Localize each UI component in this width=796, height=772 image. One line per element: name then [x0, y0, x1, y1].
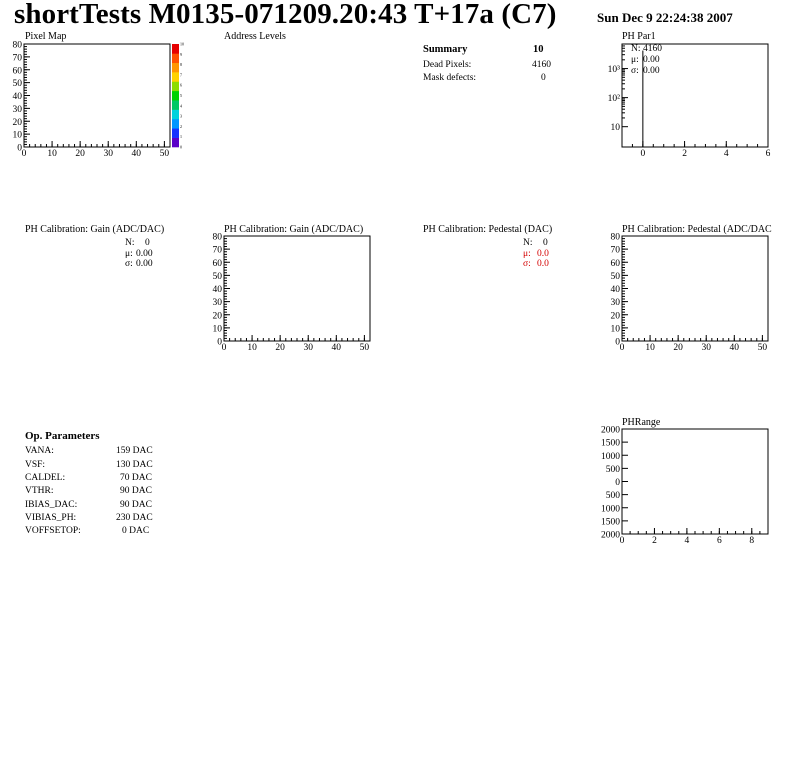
- pixel-map-x-tick-label: 50: [159, 149, 170, 159]
- pedestal-map-x-tick-label: 40: [729, 343, 740, 353]
- ph-range-y-tick-label: 1500: [601, 517, 620, 528]
- ph-range-chart-frame: [622, 429, 768, 534]
- palette-label: 5: [180, 93, 182, 98]
- ph-par1-sigma-value: 0.00: [643, 66, 660, 76]
- palette-swatch: [172, 110, 179, 120]
- pedestal-n-value: 0: [543, 238, 548, 248]
- palette-label: 3: [180, 113, 182, 119]
- ph-par1-mu-value: 0.00: [643, 55, 660, 65]
- ph-range-y-tick-label: 1000: [601, 451, 620, 462]
- op-param-value: 230 DAC: [116, 513, 153, 523]
- gain-map-x-tick-label: 50: [359, 343, 370, 353]
- pedestal-map-x-tick-label: 30: [701, 343, 711, 353]
- gain-n-label: N:: [125, 238, 135, 248]
- dead-pixels-value: 4160: [532, 60, 551, 70]
- ph-range-x-tick-label: 2: [652, 536, 657, 546]
- ph-par1-chart: [608, 44, 771, 159]
- pedestal-map-x-tick-label: 20: [673, 343, 683, 353]
- pixel-map-y-tick-label: 30: [12, 104, 22, 115]
- op-param-value: 90 DAC: [120, 500, 152, 510]
- pedestal-mu-value: 0.0: [537, 249, 549, 259]
- gain-map-y-tick-label: 0: [217, 337, 222, 348]
- pedestal-map-x-tick-label: 10: [645, 343, 655, 353]
- ph-range-y-tick-label: 2000: [601, 530, 620, 541]
- palette-swatch: [172, 72, 179, 82]
- ph-par1-x-tick-label: 0: [640, 149, 646, 159]
- palette-swatch: [172, 100, 179, 110]
- op-param-name: VSF:: [25, 460, 46, 470]
- pedestal-sigma-label: σ:: [523, 259, 531, 269]
- pixel-map-y-tick-label: 40: [12, 92, 22, 102]
- palette-swatch: [172, 53, 179, 63]
- ph-par1-chart-frame: [622, 44, 768, 147]
- gain-sigma-value: 0.00: [136, 259, 153, 269]
- op-param-name: IBIAS_DAC:: [25, 500, 78, 510]
- address-levels-title: Address Levels: [224, 31, 286, 42]
- op-param-value: 90 DAC: [120, 486, 152, 496]
- pedestal-map-x-tick-label: 50: [757, 343, 768, 353]
- pedestal-map-y-tick-label: 80: [610, 232, 620, 243]
- gain-map-y-tick-label: 60: [212, 258, 222, 269]
- op-param-name: VANA:: [25, 446, 54, 456]
- gain-map-title: PH Calibration: Gain (ADC/DAC): [224, 224, 364, 235]
- palette-label: 9: [180, 51, 182, 57]
- gain-mu-label: μ:: [125, 249, 133, 259]
- pedestal-map-y-tick-label: 30: [610, 298, 620, 309]
- pedestal-map-chart-frame: [622, 236, 768, 341]
- op-param-name: VOFFSETOP:: [25, 526, 81, 536]
- pixel-map-x-tick-label: 30: [103, 149, 113, 159]
- pedestal-map-y-tick-label: 0: [615, 337, 620, 348]
- ph-range-x-tick-label: 6: [716, 536, 722, 546]
- palette-label: 8: [180, 62, 182, 68]
- ph-range-y-tick-label: 1000: [601, 504, 620, 515]
- gain-map-y-tick-label: 40: [212, 285, 222, 295]
- gain-map-x-tick-label: 40: [331, 343, 342, 353]
- ph-par1-title: PH Par1: [622, 31, 656, 42]
- gain-map-x-tick-label: 20: [275, 343, 285, 353]
- ph-range-x-tick-label: 0: [619, 536, 625, 546]
- gain-mu-value: 0.00: [136, 249, 153, 259]
- ph-par1-y-tick-label: 10²: [607, 94, 620, 105]
- pixel-map-x-tick-label: 0: [21, 149, 27, 159]
- palette-label: 0: [180, 144, 182, 150]
- op-param-name: VTHR:: [25, 486, 54, 496]
- gain-map-y-tick-label: 50: [212, 271, 222, 282]
- gain-map-x-tick-label: 30: [303, 343, 313, 353]
- ph-par1-sigma-label: σ:: [631, 66, 639, 76]
- ph-range-y-tick-label: 500: [605, 464, 620, 475]
- palette-label: 1: [180, 134, 182, 140]
- ph-range-y-tick-label: 2000: [601, 425, 620, 436]
- palette-swatch: [172, 119, 179, 129]
- gain-map-y-tick-label: 20: [212, 311, 222, 322]
- palette-swatch: [172, 81, 179, 91]
- palette-swatch: [172, 128, 179, 138]
- pixel-map-chart: [13, 41, 185, 160]
- ph-range-x-tick-label: 4: [684, 536, 690, 546]
- ph-par1-n-value: 4160: [643, 44, 662, 54]
- palette-label: 10: [180, 41, 184, 47]
- pedestal-mu-label: μ:: [523, 249, 531, 259]
- pedestal-map-x-tick-label: 0: [619, 343, 625, 353]
- pixel-map-y-tick-label: 10: [12, 130, 22, 141]
- timestamp: Sun Dec 9 22:24:38 2007: [597, 10, 733, 25]
- ph-range-x-tick-label: 8: [749, 536, 755, 546]
- palette-swatch: [172, 44, 179, 54]
- ph-range-y-tick-label: 500: [605, 491, 620, 502]
- gain-map-x-tick-label: 0: [221, 343, 227, 353]
- palette-swatch: [172, 138, 179, 148]
- gain-map-chart-frame: [224, 236, 370, 341]
- palette-swatch: [172, 63, 179, 73]
- gain-n-value: 0: [145, 238, 150, 248]
- gain-map-y-tick-label: 80: [212, 232, 222, 243]
- summary-value: 10: [533, 44, 544, 55]
- ph-range-chart: [601, 426, 768, 547]
- ph-par1-x-tick-label: 2: [682, 149, 687, 159]
- pixel-map-title: Pixel Map: [25, 31, 67, 42]
- op-param-value: 159 DAC: [116, 446, 153, 456]
- gain-map-chart: [213, 233, 371, 354]
- pixel-map-y-tick-label: 80: [12, 40, 22, 51]
- ph-par1-y-tick-label: 10³: [607, 65, 620, 76]
- ph-range-y-tick-label: 0: [615, 478, 620, 488]
- ph-par1-mu-label: μ:: [631, 55, 639, 65]
- ph-range-title: PHRange: [622, 417, 661, 428]
- gain-map-x-tick-label: 10: [247, 343, 257, 353]
- pedestal-map-y-tick-label: 40: [610, 285, 620, 295]
- op-param-value: 130 DAC: [116, 460, 153, 470]
- gain-map-y-tick-label: 70: [212, 245, 222, 256]
- gain-map-y-tick-label: 30: [212, 298, 222, 309]
- pedestal-sigma-value: 0.0: [537, 259, 549, 269]
- pixel-map-x-tick-label: 10: [47, 149, 57, 159]
- page-title: shortTests M0135-071209.20:43 T+17a (C7): [14, 0, 557, 30]
- gain-dist-title: PH Calibration: Gain (ADC/DAC): [25, 224, 165, 235]
- pedestal-map-y-tick-label: 50: [610, 271, 620, 282]
- ph-par1-x-tick-label: 6: [765, 149, 771, 159]
- gain-map-y-tick-label: 10: [212, 324, 222, 335]
- ph-par1-n-label: N:: [631, 44, 641, 54]
- pixel-map-x-tick-label: 40: [131, 149, 142, 159]
- palette-label: 2: [180, 123, 182, 129]
- gain-sigma-label: σ:: [125, 259, 133, 269]
- ph-par1-x-tick-label: 4: [723, 149, 729, 159]
- pixel-map-y-tick-label: 50: [12, 79, 22, 90]
- pedestal-map-chart: [611, 233, 769, 354]
- pedestal-map-y-tick-label: 20: [610, 311, 620, 322]
- op-param-value: 0 DAC: [122, 526, 150, 536]
- pedestal-map-y-tick-label: 10: [610, 324, 620, 335]
- dead-pixels-label: Dead Pixels:: [423, 60, 472, 70]
- ph-range-y-tick-label: 1500: [601, 438, 620, 449]
- mask-defects-value: 0: [541, 73, 546, 83]
- pedestal-dist-title: PH Calibration: Pedestal (DAC): [423, 224, 553, 235]
- op-parameters-title: Op. Parameters: [25, 430, 100, 442]
- pedestal-map-y-tick-label: 60: [610, 258, 620, 269]
- pedestal-n-label: N:: [523, 238, 533, 248]
- palette-swatch: [172, 91, 179, 101]
- summary-title: Summary: [423, 44, 468, 55]
- pixel-map-x-tick-label: 20: [75, 149, 85, 159]
- pedestal-map-title: PH Calibration: Pedestal (ADC/DAC: [622, 224, 772, 235]
- op-param-name: VIBIAS_PH:: [25, 513, 77, 523]
- palette-label: 4: [180, 103, 182, 109]
- pixel-map-y-tick-label: 70: [12, 53, 22, 64]
- ph-par1-y-tick-label: 10: [610, 123, 620, 134]
- pixel-map-y-tick-label: 0: [17, 143, 22, 154]
- pixel-map-y-tick-label: 20: [12, 117, 22, 128]
- pedestal-map-y-tick-label: 70: [610, 245, 620, 256]
- op-param-value: 70 DAC: [120, 473, 152, 483]
- mask-defects-label: Mask defects:: [423, 73, 477, 83]
- pixel-map-y-tick-label: 60: [12, 66, 22, 77]
- pixel-map-chart-frame: [24, 44, 170, 147]
- palette-label: 6: [180, 82, 182, 88]
- palette-label: 7: [180, 72, 182, 78]
- op-param-name: CALDEL:: [25, 473, 66, 483]
